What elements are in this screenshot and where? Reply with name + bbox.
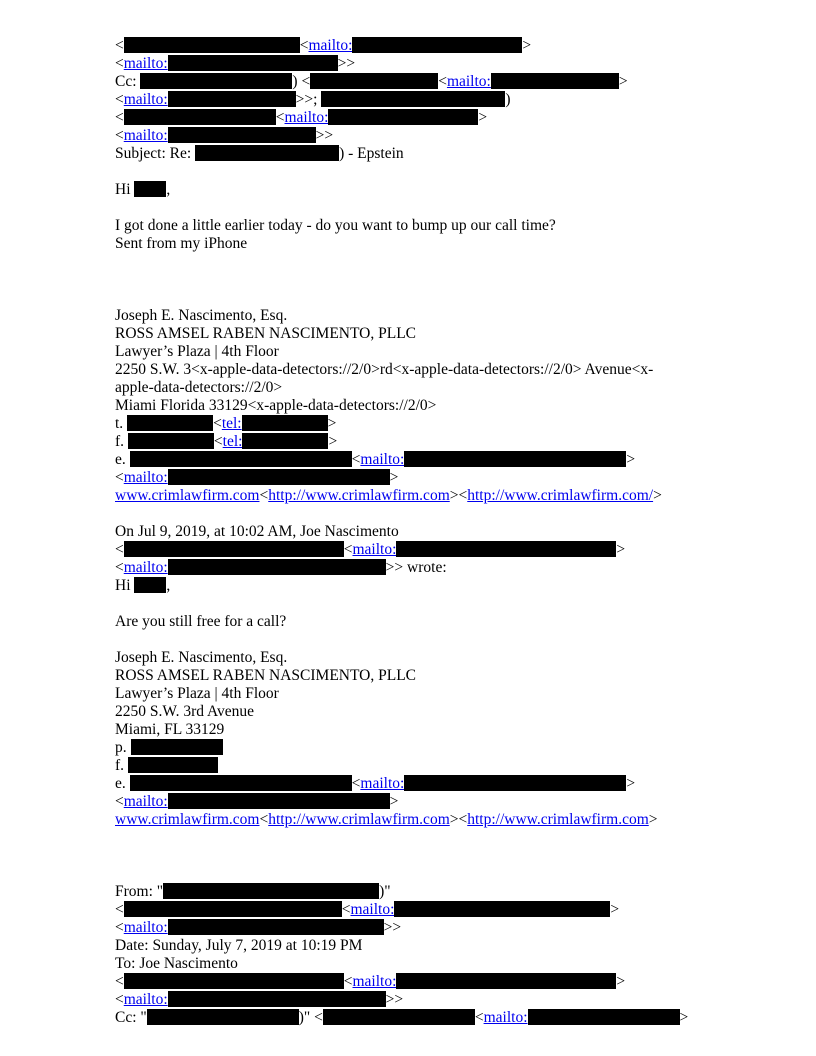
signature-website: www.crimlawfirm.com<http://www.crimlawfirm.com><http://www.crimlawfirm.com> bbox=[115, 811, 658, 828]
website-link[interactable]: www.crimlawfirm.com bbox=[115, 487, 260, 504]
signature-address-cont: apple-data-detectors://2/0> bbox=[115, 379, 283, 396]
from-label: From: " bbox=[115, 883, 164, 900]
redaction-block bbox=[168, 991, 386, 1007]
redaction-block bbox=[131, 739, 223, 755]
to-line: To: Joe Nascimento bbox=[115, 955, 238, 972]
redaction-block bbox=[127, 415, 213, 431]
redaction-block bbox=[168, 469, 390, 485]
email-document bbox=[115, 37, 775, 1027]
redaction-block bbox=[140, 73, 292, 89]
redaction-block bbox=[124, 37, 300, 53]
redaction-block bbox=[310, 73, 438, 89]
mailto-link[interactable]: mailto: bbox=[352, 541, 397, 558]
signature-fax: f. bbox=[115, 757, 775, 775]
redaction-block bbox=[124, 901, 342, 917]
mailto-link[interactable]: mailto: bbox=[352, 973, 397, 990]
redaction-block bbox=[124, 541, 344, 557]
mailto-link[interactable]: mailto: bbox=[123, 991, 168, 1008]
mailto-link[interactable]: mailto: bbox=[123, 793, 168, 810]
website-http-link[interactable]: http://www.crimlawfirm.com bbox=[467, 811, 649, 828]
signature-email: e. <mailto: > bbox=[115, 775, 636, 792]
mailto-link[interactable]: mailto: bbox=[350, 901, 395, 918]
website-http-slash-link[interactable]: http://www.crimlawfirm.com/ bbox=[467, 487, 654, 504]
signature-fax: f. <tel: > bbox=[115, 433, 338, 450]
redaction-block bbox=[528, 1009, 680, 1025]
redaction-block bbox=[491, 73, 619, 89]
redaction-block bbox=[396, 541, 616, 557]
quoted-intro: On Jul 9, 2019, at 10:02 AM, Joe Nascimento bbox=[115, 523, 399, 540]
cc-mailto-line: <mailto: >> bbox=[115, 127, 334, 144]
redaction-block bbox=[128, 433, 214, 449]
signature-office: Lawyer’s Plaza | 4th Floor bbox=[115, 343, 279, 360]
redaction-block bbox=[147, 1009, 299, 1025]
redaction-block bbox=[195, 145, 339, 161]
signature-firm: ROSS AMSEL RABEN NASCIMENTO, PLLC bbox=[115, 667, 417, 684]
signature-office: Lawyer’s Plaza | 4th Floor bbox=[115, 685, 279, 702]
redaction-block bbox=[352, 37, 522, 53]
from-line: From: " )" bbox=[115, 883, 391, 900]
to-address-line: < <mailto: > bbox=[115, 973, 626, 990]
signature-address: 2250 S.W. 3rd Avenue bbox=[115, 703, 255, 720]
reply-body: I got done a little earlier today - do you want to bump up our call time? bbox=[115, 217, 556, 234]
subject-line bbox=[115, 145, 775, 163]
mailto-link[interactable]: mailto: bbox=[123, 469, 168, 486]
mailto-link[interactable]: mailto: bbox=[123, 55, 168, 72]
redaction-block bbox=[168, 127, 316, 143]
redaction-block bbox=[134, 181, 166, 197]
cc-line: Cc: ) < <mailto: > bbox=[115, 73, 628, 90]
redaction-block bbox=[168, 559, 386, 575]
reply-greeting: Hi , bbox=[115, 181, 171, 198]
lt: < bbox=[115, 37, 124, 54]
subject-label: Subject: Re: bbox=[115, 145, 192, 162]
redaction-block bbox=[404, 775, 626, 791]
redaction-block bbox=[328, 109, 478, 125]
quoted-body: Are you still free for a call? bbox=[115, 613, 287, 630]
cc-line-2: Cc: " )" < <mailto: > bbox=[115, 1009, 689, 1026]
signature-email: e. <mailto: > bbox=[115, 451, 636, 468]
mailto-link[interactable]: mailto: bbox=[360, 775, 405, 792]
from-address-line: < <mailto: > bbox=[115, 901, 620, 918]
signature-email-mailto: <mailto: > bbox=[115, 469, 399, 486]
mailto-link[interactable]: mailto: bbox=[123, 127, 168, 144]
mailto-link[interactable]: mailto: bbox=[446, 73, 491, 90]
signature-email-mailto: <mailto: > bbox=[115, 793, 399, 810]
signature-name: Joseph E. Nascimento, Esq. bbox=[115, 649, 288, 666]
signature-block bbox=[115, 307, 775, 505]
redaction-block bbox=[134, 577, 166, 593]
tel-link[interactable]: tel: bbox=[221, 415, 242, 432]
redaction-block bbox=[242, 415, 328, 431]
to-mailto-line: <mailto: >> bbox=[115, 991, 404, 1008]
redaction-block bbox=[124, 973, 344, 989]
redaction-block bbox=[394, 901, 610, 917]
cc-mailto-line: <mailto: >>; ) bbox=[115, 91, 511, 108]
website-http-link[interactable]: http://www.crimlawfirm.com bbox=[268, 811, 450, 828]
redaction-block bbox=[323, 1009, 475, 1025]
tel-link[interactable]: tel: bbox=[222, 433, 243, 450]
redaction-block bbox=[168, 793, 390, 809]
signature-phone: p. bbox=[115, 739, 775, 757]
redaction-block bbox=[396, 973, 616, 989]
website-http-link[interactable]: http://www.crimlawfirm.com bbox=[268, 487, 450, 504]
redaction-block bbox=[128, 757, 218, 773]
signature-block bbox=[115, 649, 775, 829]
quoted-sender-mailto: <mailto: >> wrote: bbox=[115, 559, 447, 576]
mailto-link[interactable]: mailto: bbox=[483, 1009, 528, 1026]
quoted-sender-line: < <mailto: > bbox=[115, 541, 626, 558]
signature-city: Miami, FL 33129 bbox=[115, 721, 225, 738]
signature-website: www.crimlawfirm.com<http://www.crimlawfirm.com><http://www.crimlawfirm.com/> bbox=[115, 487, 662, 504]
redaction-block bbox=[168, 919, 384, 935]
redaction-block bbox=[242, 433, 328, 449]
redaction-block bbox=[404, 451, 626, 467]
redaction-block bbox=[321, 91, 505, 107]
redaction-block bbox=[130, 451, 352, 467]
mailto-link[interactable]: mailto: bbox=[123, 91, 168, 108]
redaction-block bbox=[130, 775, 352, 791]
quoted-greeting: Hi , bbox=[115, 577, 171, 594]
cc-recipient-line: < <mailto: > bbox=[115, 109, 488, 126]
redaction-block bbox=[163, 883, 379, 899]
date-line: Date: Sunday, July 7, 2019 at 10:19 PM bbox=[115, 937, 363, 954]
signature-address: 2250 S.W. 3<x-apple-data-detectors://2/0>rd<x-apple-data-detectors://2/0> Avenue<x- bbox=[115, 361, 654, 378]
cc-label: Cc: " bbox=[115, 1009, 147, 1026]
mailto-link[interactable]: mailto: bbox=[284, 109, 329, 126]
signature-city: Miami Florida 33129<x-apple-data-detectors://2/0> bbox=[115, 397, 437, 414]
signature-firm: ROSS AMSEL RABEN NASCIMENTO, PLLC bbox=[115, 325, 417, 342]
mailto-link[interactable]: mailto: bbox=[123, 919, 168, 936]
signature-name: Joseph E. Nascimento, Esq. bbox=[115, 307, 288, 324]
redaction-block bbox=[168, 91, 296, 107]
redaction-block bbox=[124, 109, 276, 125]
mailto-link[interactable]: mailto: bbox=[308, 37, 353, 54]
mailto-link[interactable]: mailto: bbox=[360, 451, 405, 468]
website-link[interactable]: www.crimlawfirm.com bbox=[115, 811, 260, 828]
from-mailto-line: <mailto: >> bbox=[115, 919, 402, 936]
cc-label: Cc: bbox=[115, 73, 137, 90]
reply-sent-from: Sent from my iPhone bbox=[115, 235, 248, 252]
subject-suffix: ) - Epstein bbox=[339, 145, 404, 162]
redaction-block bbox=[168, 55, 338, 71]
signature-phone: t. <tel: > bbox=[115, 415, 337, 432]
header-mailto-line: <mailto: >> bbox=[115, 55, 356, 72]
header-recipient-line: < <mailto: > bbox=[115, 37, 532, 54]
mailto-link[interactable]: mailto: bbox=[123, 559, 168, 576]
